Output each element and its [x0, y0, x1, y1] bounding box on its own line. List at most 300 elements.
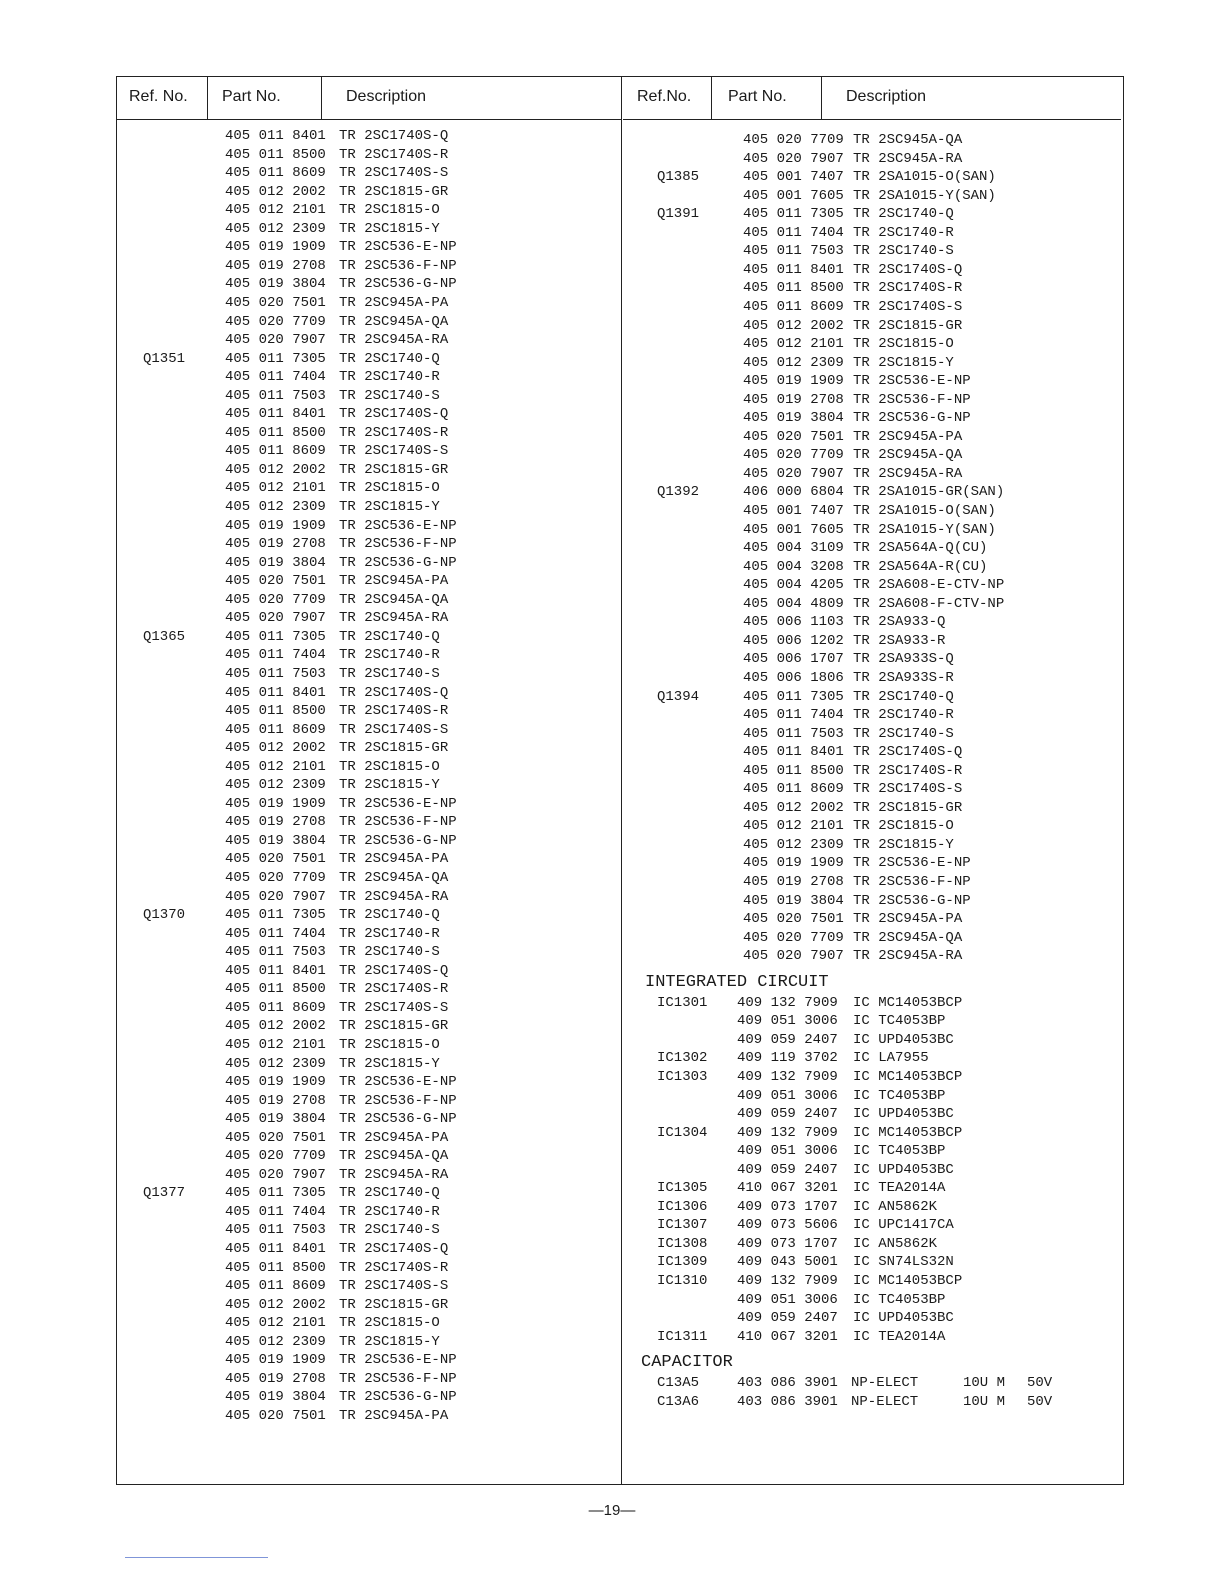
description: TR 2SA564A-Q(CU)	[853, 540, 988, 557]
table-row	[117, 888, 621, 907]
description: TR 2SC536-G-NP	[339, 1111, 457, 1128]
part-no: 405 011 8609	[225, 999, 326, 1016]
table-row	[623, 613, 1121, 632]
description: TR 2SC1740-R	[853, 707, 954, 724]
table-row	[623, 1179, 1121, 1198]
description: TR 2SA933-Q	[853, 614, 946, 631]
part-no: 405 001 7605	[743, 187, 844, 204]
description: IC TC4053BP	[853, 1291, 946, 1308]
description: TR 2SC536-G-NP	[339, 276, 457, 293]
table-row	[117, 850, 621, 869]
part-no: 409 059 2407	[737, 1031, 838, 1048]
description: TR 2SC945A-PA	[339, 294, 449, 311]
header-description: Description	[821, 77, 926, 119]
table-row	[623, 1142, 1121, 1161]
table-row	[117, 313, 621, 332]
table-row	[117, 1314, 621, 1333]
table-row	[117, 795, 621, 814]
table-row	[623, 910, 1121, 929]
description: TR 2SA933-R	[853, 632, 946, 649]
description: TR 2SC1740-R	[339, 925, 440, 942]
part-no: 405 020 7709	[225, 313, 326, 330]
table-row	[623, 817, 1121, 836]
table-row	[117, 609, 621, 628]
part-no: 409 073 1707	[737, 1198, 838, 1215]
table-row	[623, 799, 1121, 818]
part-no: 405 006 1707	[743, 651, 844, 668]
description: TR 2SC1815-Y	[339, 499, 440, 515]
table-row	[623, 335, 1121, 354]
part-no: 405 012 2002	[225, 461, 326, 478]
part-no: 405 019 3804	[225, 276, 326, 293]
description: TR 2SC945A-QA	[853, 447, 963, 464]
part-no: 405 011 7503	[743, 725, 844, 742]
description: IC TC4053BP	[853, 1013, 946, 1030]
description: TR 2SC1740-Q	[339, 907, 440, 924]
table-row	[623, 725, 1121, 744]
description: IC LA7955	[853, 1050, 929, 1067]
description: TR 2SC1740S-Q	[339, 128, 449, 144]
part-no: 405 011 7305	[225, 350, 326, 367]
table-row	[623, 595, 1121, 614]
description: TR 2SC1740-S	[339, 387, 440, 404]
part-no: 405 011 8500	[225, 1259, 326, 1276]
description: TR 2SC1740S-S	[339, 721, 449, 738]
table-row	[117, 498, 621, 517]
description: TR 2SC945A-QA	[853, 132, 963, 148]
part-no: 409 073 1707	[737, 1235, 838, 1252]
description: NP-ELECT	[851, 1375, 919, 1392]
description: TR 2SC1740S-S	[853, 298, 963, 315]
table-row	[623, 279, 1121, 298]
part-no: 405 020 7501	[225, 573, 326, 590]
part-no: 405 012 2002	[225, 740, 326, 757]
description: IC MC14053BCP	[853, 1273, 963, 1289]
description: IC MC14053BCP	[853, 994, 963, 1011]
part-no: 405 011 7404	[743, 224, 844, 241]
description: IC MC14053BCP	[853, 1124, 963, 1141]
part-no: 405 011 8609	[743, 781, 844, 798]
part-no: 405 011 7503	[225, 665, 326, 682]
description: TR 2SC1740-S	[339, 1222, 440, 1239]
ref-no: Q1377	[143, 1185, 186, 1202]
description: TR 2SC536-G-NP	[339, 554, 457, 571]
description: TR 2SC1815-Y	[853, 836, 954, 853]
table-row	[117, 906, 621, 925]
ref-no: Q1394	[657, 688, 700, 705]
part-no: 409 059 2407	[737, 1161, 838, 1178]
part-no: 405 020 7907	[743, 150, 844, 167]
header-description: Description	[321, 77, 426, 119]
part-no: 409 132 7909	[737, 1273, 838, 1289]
description: TR 2SC1740S-Q	[339, 406, 449, 423]
table-row	[623, 780, 1121, 799]
description: TR 2SC945A-RA	[853, 465, 963, 482]
table-row	[117, 776, 621, 795]
table-row	[623, 892, 1121, 911]
section-title-capacitor: CAPACITOR	[641, 1353, 733, 1373]
table-row	[623, 131, 1121, 150]
part-no: 405 020 7709	[743, 447, 844, 464]
table-row	[623, 446, 1121, 465]
table-row	[623, 688, 1121, 707]
description: TR 2SC945A-PA	[853, 428, 963, 445]
description: TR 2SC536-F-NP	[339, 1092, 457, 1109]
table-row	[623, 1328, 1121, 1347]
footer-line	[125, 1557, 268, 1558]
description: TR 2SC536-E-NP	[853, 855, 971, 872]
part-no: 405 012 2002	[225, 183, 326, 200]
table-row	[623, 391, 1121, 410]
description: TR 2SC1740S-R	[339, 981, 449, 998]
description: TR 2SC1740S-Q	[339, 1241, 449, 1257]
description: TR 2SC1740S-Q	[339, 962, 449, 979]
description: TR 2SC1815-O	[339, 1036, 440, 1053]
part-no: 405 011 7305	[225, 1185, 326, 1202]
table-row	[117, 1333, 621, 1352]
description: TR 2SC945A-RA	[853, 150, 963, 167]
table-row	[117, 702, 621, 721]
description: TR 2SC1815-O	[339, 202, 440, 219]
table-row	[117, 275, 621, 294]
part-no: 409 132 7909	[737, 994, 838, 1011]
part-no: 405 020 7907	[225, 1166, 326, 1183]
table-row	[117, 331, 621, 350]
description: TR 2SC1815-O	[339, 1315, 440, 1332]
part-no: 403 086 3901	[737, 1375, 838, 1392]
description: IC TC4053BP	[853, 1087, 946, 1104]
description: TR 2SA608-E-CTV-NP	[853, 577, 1005, 594]
part-no: 405 004 3208	[743, 558, 844, 575]
table-row	[117, 999, 621, 1018]
description: TR 2SC945A-QA	[339, 1148, 449, 1165]
description: TR 2SC536-F-NP	[339, 257, 457, 274]
voltage: 50V	[1027, 1393, 1053, 1410]
part-no: 405 001 7605	[743, 521, 844, 538]
ref-no: C13A5	[657, 1375, 700, 1392]
table-row	[117, 1184, 621, 1203]
table-row	[623, 298, 1121, 317]
table-row	[117, 1351, 621, 1370]
part-no: 405 012 2101	[225, 758, 326, 775]
table-row	[623, 1124, 1121, 1143]
ref-no: Q1351	[143, 350, 186, 367]
description: TR 2SC1740-S	[339, 944, 440, 961]
table-row	[117, 813, 621, 832]
table-row	[623, 1198, 1121, 1217]
right-column	[623, 77, 1121, 1484]
description: TR 2SC1740-R	[339, 1203, 440, 1220]
part-no: 405 019 3804	[225, 554, 326, 571]
table-row	[623, 465, 1121, 484]
part-no: 405 012 2002	[225, 1296, 326, 1313]
description: IC UPD4053BC	[853, 1161, 954, 1178]
description: TR 2SA1015-O(SAN)	[853, 169, 996, 186]
part-no: 405 011 8401	[225, 406, 326, 423]
table-row	[117, 980, 621, 999]
table-row	[117, 628, 621, 647]
table-row	[623, 409, 1121, 428]
table-row	[117, 832, 621, 851]
part-no: 405 012 2309	[225, 1055, 326, 1072]
description: TR 2SC945A-RA	[339, 610, 449, 627]
description: TR 2SC1815-GR	[339, 1018, 449, 1035]
description: TR 2SC945A-PA	[339, 1407, 449, 1424]
left-header-row	[117, 77, 621, 120]
table-row	[117, 1370, 621, 1389]
part-no: 409 059 2407	[737, 1106, 838, 1123]
table-row	[623, 242, 1121, 261]
description: TR 2SC1740S-Q	[853, 744, 963, 761]
description: TR 2SC1815-Y	[339, 777, 440, 794]
table-row	[623, 576, 1121, 595]
section-title-integrated-circuit: INTEGRATED CIRCUIT	[645, 972, 829, 992]
description: TR 2SC536-G-NP	[339, 1389, 457, 1406]
description: TR 2SC1815-GR	[339, 461, 449, 478]
description: TR 2SC536-F-NP	[853, 874, 971, 890]
part-no: 405 019 2708	[225, 257, 326, 274]
description: IC UPC1417CA	[853, 1217, 954, 1234]
table-row	[623, 428, 1121, 447]
description: IC TEA2014A	[853, 1180, 946, 1197]
part-no: 405 011 8401	[225, 684, 326, 701]
description: IC SN74LS32N	[853, 1254, 954, 1271]
part-no: 405 020 7907	[225, 332, 326, 349]
part-no: 405 006 1806	[743, 669, 844, 686]
table-row	[623, 372, 1121, 391]
table-row	[117, 1388, 621, 1407]
part-no: 405 011 7404	[743, 707, 844, 724]
table-row	[623, 1216, 1121, 1235]
part-no: 405 012 2309	[225, 220, 326, 237]
table-row	[117, 257, 621, 276]
part-no: 409 051 3006	[737, 1013, 838, 1030]
description: TR 2SC536-G-NP	[853, 892, 971, 909]
part-no: 405 019 2708	[225, 1370, 326, 1387]
part-no: 409 051 3006	[737, 1143, 838, 1160]
part-no: 409 132 7909	[737, 1068, 838, 1085]
part-no: 405 012 2309	[743, 354, 844, 371]
description: TR 2SC1815-GR	[853, 799, 963, 816]
table-row	[117, 554, 621, 573]
part-no: 405 019 1909	[225, 239, 326, 256]
table-row	[623, 1235, 1121, 1254]
description: TR 2SC1740S-S	[339, 999, 449, 1016]
table-row	[117, 925, 621, 944]
header-part-no: Part No.	[207, 77, 281, 119]
part-no: 410 067 3201	[737, 1328, 838, 1345]
part-no: 405 020 7907	[225, 888, 326, 905]
part-no: 405 011 8500	[743, 280, 844, 297]
part-no: 405 019 1909	[743, 855, 844, 872]
description: TR 2SC1740S-R	[853, 762, 963, 779]
description: TR 2SC1740S-R	[339, 703, 449, 720]
table-row	[117, 294, 621, 313]
description: TR 2SC1740S-R	[339, 424, 449, 441]
description: TR 2SC1740-S	[853, 243, 954, 260]
part-no: 405 020 7501	[225, 294, 326, 311]
part-no: 405 011 7503	[743, 243, 844, 260]
table-row	[623, 1087, 1121, 1106]
description: TR 2SC1740-Q	[339, 628, 440, 645]
description: TR 2SC1740-Q	[853, 688, 954, 705]
description: TR 2SA564A-R(CU)	[853, 558, 988, 575]
table-row	[117, 1129, 621, 1148]
ref-no: IC1302	[657, 1050, 708, 1067]
part-no: 405 011 8500	[225, 146, 326, 163]
part-no: 405 012 2309	[225, 499, 326, 515]
description: TR 2SC1740S-R	[339, 1259, 449, 1276]
table-row	[623, 994, 1121, 1013]
table-row	[117, 665, 621, 684]
description: TR 2SC945A-QA	[339, 591, 449, 608]
table-row	[117, 350, 621, 369]
table-row	[623, 1161, 1121, 1180]
table-row	[623, 743, 1121, 762]
description: TR 2SC536-F-NP	[853, 391, 971, 408]
part-no: 405 019 1909	[225, 517, 326, 534]
ref-no: IC1306	[657, 1198, 708, 1215]
table-row	[117, 368, 621, 387]
header-part-no: Part No.	[711, 77, 787, 119]
part-no: 405 020 7501	[225, 1407, 326, 1424]
part-no: 405 011 8500	[225, 703, 326, 720]
table-row	[623, 150, 1121, 169]
part-no: 406 000 6804	[743, 484, 844, 501]
part-no: 405 019 1909	[743, 373, 844, 390]
table-row	[623, 558, 1121, 577]
description: IC UPD4053BC	[853, 1310, 954, 1327]
table-row	[117, 721, 621, 740]
part-no: 405 011 7404	[225, 925, 326, 942]
table-row	[623, 539, 1121, 558]
part-no: 405 020 7709	[225, 591, 326, 608]
table-row	[117, 535, 621, 554]
part-no: 405 012 2309	[225, 777, 326, 794]
part-no: 405 012 2309	[743, 836, 844, 853]
description: TR 2SC536-F-NP	[339, 814, 457, 831]
table-row	[623, 1068, 1121, 1087]
table-row	[623, 224, 1121, 243]
description: TR 2SC1740-Q	[339, 1185, 440, 1202]
table-row	[117, 405, 621, 424]
part-no: 405 019 2708	[225, 1092, 326, 1109]
ref-no: Q1385	[657, 169, 700, 186]
table-row	[117, 127, 621, 146]
part-no: 405 011 7503	[225, 944, 326, 961]
description: TR 2SC536-E-NP	[339, 795, 457, 812]
description: TR 2SC1740-S	[339, 665, 440, 682]
ref-no: IC1309	[657, 1254, 708, 1271]
part-no: 405 011 7305	[225, 628, 326, 645]
description: TR 2SC536-E-NP	[339, 517, 457, 534]
table-row	[117, 962, 621, 981]
table-row	[623, 706, 1121, 725]
table-row	[117, 591, 621, 610]
description: TR 2SC1815-Y	[339, 1055, 440, 1072]
table-row	[623, 632, 1121, 651]
part-no: 405 012 2101	[225, 202, 326, 219]
description: TR 2SC1815-O	[853, 818, 954, 835]
part-no: 405 011 7305	[743, 206, 844, 223]
description: TR 2SC945A-QA	[853, 929, 963, 946]
part-no: 405 020 7907	[225, 610, 326, 627]
description: TR 2SC1740S-R	[339, 146, 449, 163]
part-no: 405 020 7709	[743, 132, 844, 148]
right-header-row	[623, 77, 1121, 120]
ref-no: IC1308	[657, 1235, 708, 1252]
part-no: 405 019 2708	[225, 536, 326, 553]
table-row	[623, 873, 1121, 892]
description: TR 2SC536-G-NP	[339, 832, 457, 849]
description: TR 2SC945A-PA	[339, 851, 449, 868]
table-row	[117, 479, 621, 498]
table-row	[117, 442, 621, 461]
table-row	[117, 220, 621, 239]
part-no: 405 020 7501	[225, 851, 326, 868]
table-row	[117, 1073, 621, 1092]
table-row	[117, 238, 621, 257]
part-no: 405 019 3804	[225, 1111, 326, 1128]
table-row	[623, 669, 1121, 688]
description: IC TEA2014A	[853, 1328, 946, 1345]
part-no: 405 019 3804	[743, 892, 844, 909]
table-row	[117, 424, 621, 443]
table-row	[623, 502, 1121, 521]
description: TR 2SC536-E-NP	[853, 373, 971, 390]
left-column	[117, 77, 622, 1484]
header-ref-no: Ref.No.	[637, 88, 692, 105]
table-row	[117, 1407, 621, 1426]
part-no: 405 012 2101	[225, 1315, 326, 1332]
table-row	[117, 646, 621, 665]
part-no: 405 019 1909	[225, 1074, 326, 1091]
description: TR 2SC1740S-S	[339, 165, 449, 182]
header-ref-no: Ref. No.	[129, 88, 188, 105]
table-row	[117, 387, 621, 406]
description: TR 2SC1740-Q	[339, 350, 440, 367]
table-row	[623, 205, 1121, 224]
description: IC AN5862K	[853, 1235, 938, 1252]
part-no: 405 011 8401	[743, 744, 844, 761]
table-row	[117, 684, 621, 703]
table-row	[623, 1374, 1121, 1393]
table-row	[117, 869, 621, 888]
description: TR 2SC536-G-NP	[853, 410, 971, 427]
table-row	[117, 1017, 621, 1036]
part-no: 405 011 7503	[225, 1222, 326, 1239]
part-no: 405 019 1909	[225, 1352, 326, 1369]
part-no: 405 011 8401	[225, 962, 326, 979]
part-no: 405 020 7709	[225, 1148, 326, 1165]
table-row	[117, 1166, 621, 1185]
description: TR 2SC1815-O	[339, 758, 440, 775]
table-row	[623, 929, 1121, 948]
table-row	[623, 317, 1121, 336]
part-no: 409 043 5001	[737, 1254, 838, 1271]
description: IC AN5862K	[853, 1198, 938, 1215]
value: 10U M	[963, 1393, 1006, 1410]
part-no: 405 019 3804	[743, 410, 844, 427]
table-row	[623, 483, 1121, 502]
ref-no: C13A6	[657, 1393, 700, 1410]
part-no: 405 020 7709	[225, 870, 326, 886]
part-no: 409 132 7909	[737, 1124, 838, 1141]
part-no: 405 001 7407	[743, 503, 844, 519]
description: NP-ELECT	[851, 1393, 919, 1410]
description: TR 2SA1015-Y(SAN)	[853, 187, 996, 204]
table-row	[623, 762, 1121, 781]
